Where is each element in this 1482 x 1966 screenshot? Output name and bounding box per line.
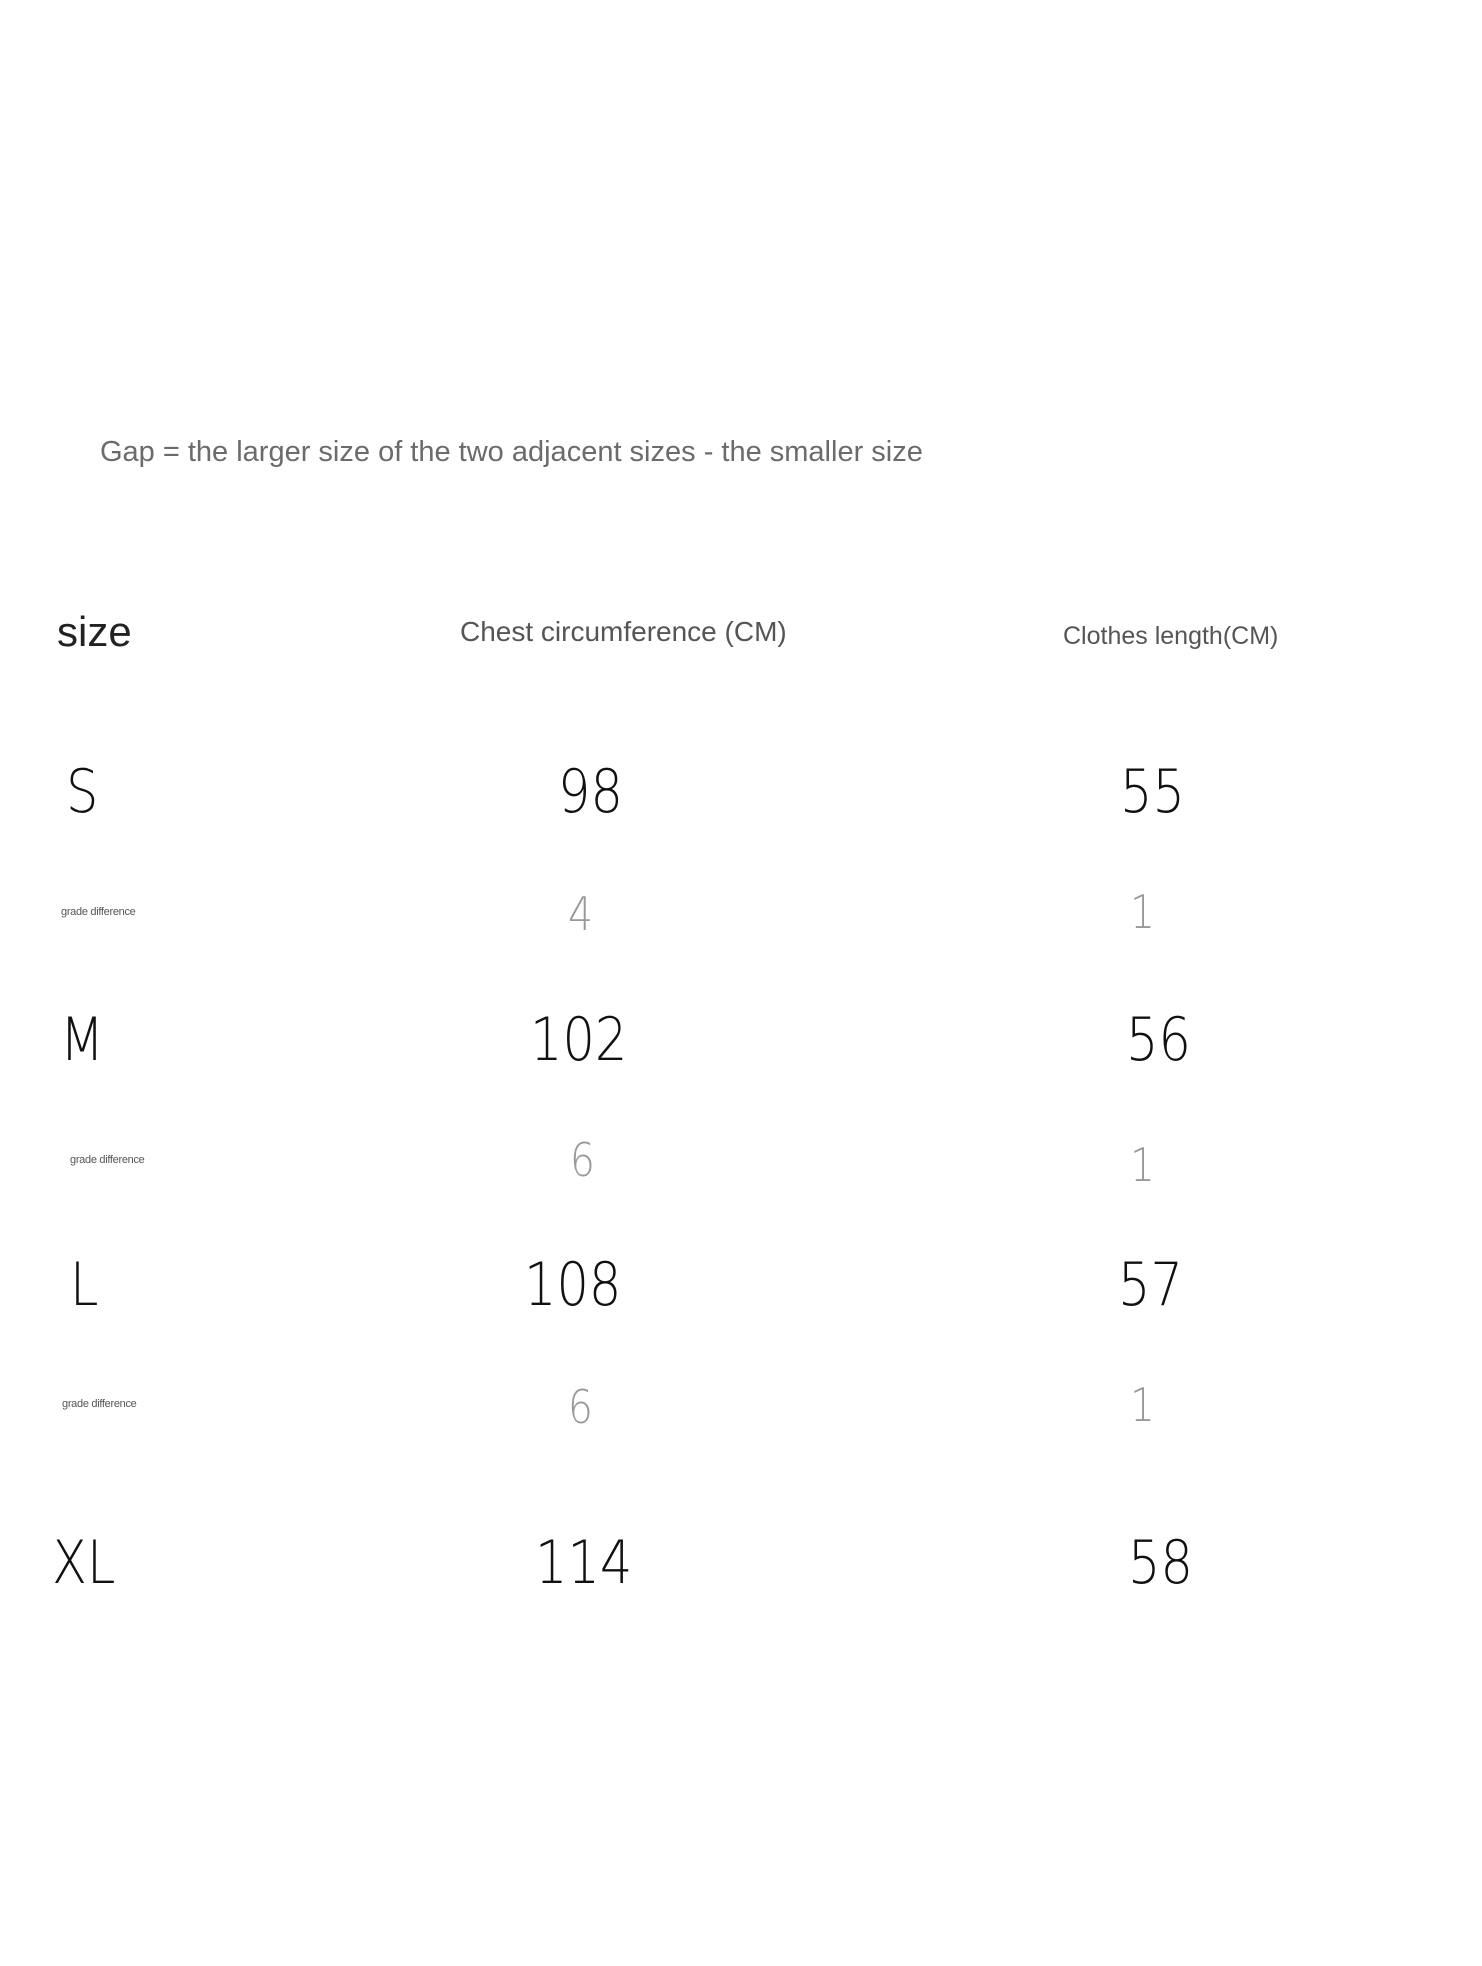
chest-value: 114 [535, 1528, 633, 1598]
grade-label: grade difference [61, 906, 136, 918]
length-value: 55 [1120, 757, 1185, 827]
chest-value: 108 [524, 1250, 622, 1320]
length-grade-value: 1 [1130, 885, 1155, 939]
length-grade-value: 1 [1130, 1378, 1155, 1432]
size-header: size [57, 608, 132, 655]
length-value: 57 [1118, 1250, 1183, 1320]
grade-label: grade difference [70, 1154, 145, 1166]
length-value: 58 [1128, 1528, 1193, 1598]
length-header: Clothes length(CM) [1063, 622, 1279, 650]
chest-grade-value: 6 [570, 1133, 595, 1187]
length-grade-value: 1 [1130, 1138, 1155, 1192]
chest-value: 102 [530, 1005, 628, 1075]
size-label: L [70, 1250, 99, 1320]
grade-label: grade difference [62, 1398, 137, 1410]
chest-grade-value: 6 [568, 1380, 593, 1434]
gap-note: Gap = the larger size of the two adjacent sizes - the smaller size [100, 436, 923, 468]
size-label: S [66, 757, 99, 827]
size-label: XL [52, 1528, 116, 1598]
chest-value: 98 [558, 757, 623, 827]
length-value: 56 [1126, 1005, 1191, 1075]
size-label: M [60, 1005, 105, 1075]
chest-grade-value: 4 [568, 887, 593, 941]
chest-header: Chest circumference (CM) [460, 616, 787, 647]
